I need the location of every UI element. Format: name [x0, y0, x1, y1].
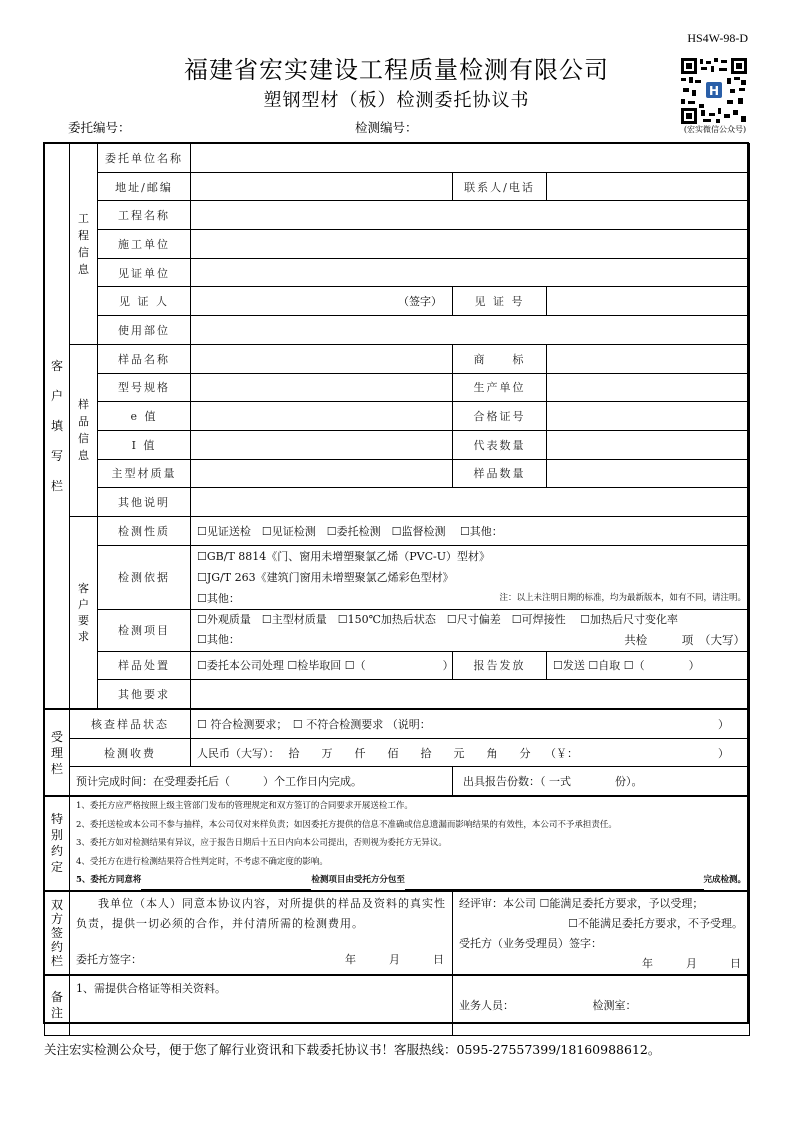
- conformity-checkboxes[interactable]: ☐ 符合检测要求； ☐ 不符合检测要求 （说明：: [197, 717, 431, 731]
- model-field[interactable]: [191, 373, 453, 402]
- test-items-label: 检测项目: [98, 609, 191, 651]
- cert-number-field[interactable]: [547, 402, 750, 431]
- client-name-field[interactable]: [191, 144, 750, 173]
- contact-field[interactable]: [547, 172, 750, 201]
- customer-fill-section-label: 客 户 填 写 栏: [45, 144, 70, 710]
- agent-sign-date: 年 月 日: [642, 956, 742, 970]
- term5-middle: 检测项目由受托方分包至: [311, 875, 405, 886]
- entrust-form-table: [44, 143, 750, 1036]
- witness-number-label: 见 证 号: [453, 287, 547, 316]
- project-name-field[interactable]: [191, 201, 750, 230]
- main-mass-label: 主型材质量: [98, 459, 191, 488]
- term-1: 1、委托方应严格按照上级主管部门发布的管理规定和双方签订的合同要求开展送检工作。: [76, 801, 413, 812]
- items-other-checkbox[interactable]: ☐其他：: [197, 633, 240, 647]
- basis-note: 注：以上未注明日期的标准，均为最新版本，如有不同，请注明。: [499, 592, 747, 603]
- term-5: [76, 871, 749, 890]
- check-sample-status-options[interactable]: [191, 709, 750, 738]
- report-delivery-options[interactable]: ☐发送 ☐自取 ☐（ ）: [547, 651, 750, 680]
- basis-other-checkbox[interactable]: ☐其他：: [197, 591, 240, 605]
- witness-unit-field[interactable]: [191, 258, 750, 287]
- test-fee-label: 检测收费: [70, 738, 191, 767]
- remarks-label: 备 注: [45, 975, 70, 1036]
- check-sample-status-label: 核查样品状态: [70, 709, 191, 738]
- special-terms-list: [70, 796, 750, 891]
- contractor-field[interactable]: [191, 230, 750, 259]
- business-staff-label[interactable]: 业务人员：: [459, 999, 514, 1013]
- term5-items-blank[interactable]: [141, 879, 311, 890]
- client-sign-date: 年 月 日: [345, 952, 444, 966]
- brand-label: 商 标: [453, 344, 547, 373]
- other-notes-field[interactable]: [191, 488, 750, 517]
- report-delivery-label: 报告发放: [453, 651, 547, 680]
- document-title: 塑钢型材（板）检测委托协议书: [263, 90, 530, 111]
- sample-name-label: 样品名称: [98, 344, 191, 373]
- test-nature-options[interactable]: ☐见证送检 ☐见证检测 ☐委托检测 ☐监督检测 ☐其他：: [191, 516, 750, 545]
- qr-code-icon: [681, 58, 747, 124]
- witness-person-label: 见 证 人: [98, 287, 191, 316]
- witness-number-field[interactable]: [547, 287, 750, 316]
- address-label: 地址/邮编: [98, 172, 191, 201]
- entrust-number-label: 委托编号：: [68, 120, 131, 135]
- test-basis-options[interactable]: [191, 545, 750, 609]
- test-basis-label: 检测依据: [98, 545, 191, 609]
- manufacturer-field[interactable]: [547, 373, 750, 402]
- agent-review: [453, 891, 750, 975]
- term-4: 4、受托方在进行检测结果符合性判定时，不考虑不确定度的影响。: [76, 856, 328, 867]
- report-copies[interactable]: 出具报告份数：（ 一式 份）。: [453, 767, 750, 796]
- address-field[interactable]: [191, 172, 453, 201]
- sample-info-label: 样 品 信 息: [70, 344, 98, 516]
- client-signature-label[interactable]: 委托方签字：: [76, 952, 142, 966]
- usage-part-field[interactable]: [191, 316, 750, 345]
- term-2: 2、委托送检或本公司不参与抽样，本公司仅对来样负责；如因委托方提供的信息不准确或信息遗漏而影响结果的有效性，本公司不予承担责任。: [76, 819, 617, 830]
- customer-requirements-label: 客 户 要 求: [70, 516, 98, 709]
- acceptance-section-label: 受 理 栏: [45, 709, 70, 796]
- items-total: 共检 项 （大写）: [624, 633, 746, 648]
- fee-amount-text: 人民币（大写）： 拾 万 仟 佰 拾 元 角 分 （￥：: [197, 746, 578, 760]
- footer-note: 关注宏实检测公众号，便于您了解行业资讯和下载委托协议书！客服热线：0595-27557399/18160988612。: [44, 1042, 661, 1057]
- project-name-label: 工程名称: [98, 201, 191, 230]
- qr-caption: (宏实微信公众号): [683, 125, 747, 134]
- other-notes-label: 其他说明: [98, 488, 191, 517]
- rep-quantity-field[interactable]: [547, 430, 750, 459]
- sample-name-field[interactable]: [191, 344, 453, 373]
- rep-quantity-label: 代表数量: [453, 430, 547, 459]
- review-reject-checkbox[interactable]: ☐不能满足委托方要求，不予受理。: [568, 916, 744, 930]
- project-info-label: 工 程 信 息: [70, 144, 98, 345]
- remarks-note: 1、需提供合格证等相关资料。: [70, 975, 453, 1036]
- model-label: 型号规格: [98, 373, 191, 402]
- review-accept-checkbox[interactable]: 经评审：本公司 ☐能满足委托方要求，予以受理；: [459, 896, 704, 910]
- special-terms-label: 特 别 约 定: [45, 796, 70, 891]
- estimated-completion[interactable]: 预计完成时间：在受理委托后（ ）个工作日内完成。: [70, 767, 453, 796]
- brand-field[interactable]: [547, 344, 750, 373]
- test-nature-label: 检测性质: [98, 516, 191, 545]
- witness-unit-label: 见证单位: [98, 258, 191, 287]
- basis-jg-263-checkbox[interactable]: ☐JG/T 263《建筑门窗用未增塑聚氯乙烯彩色型材》: [197, 570, 454, 584]
- term-3: 3、委托方如对检测结果有异议，应于报告日期后十五日内向本公司提出，否则视为委托方无异议。: [76, 838, 447, 849]
- agent-signature-label[interactable]: 受托方（业务受理员）签字：: [459, 936, 602, 950]
- document-code: HS4W-98-D: [687, 31, 748, 45]
- usage-part-label: 使用部位: [98, 316, 191, 345]
- test-items-options[interactable]: [191, 609, 750, 651]
- cert-number-label: 合格证号: [453, 402, 547, 431]
- basis-gb-8814-checkbox[interactable]: ☐GB/T 8814《门、窗用未增塑聚氯乙烯（PVC-U）型材》: [197, 549, 491, 563]
- test-fee-field[interactable]: [191, 738, 750, 767]
- signature-hint: （签字）: [398, 295, 442, 309]
- sample-quantity-field[interactable]: [547, 459, 750, 488]
- client-statement: 我单位（本人）同意本协议内容，对所提供的样品及资料的真实性负责，提供一切必须的合作，并付清所需的检测费用。: [76, 896, 446, 930]
- other-requirements-label: 其他要求: [98, 680, 191, 709]
- test-number-label: 检测编号：: [355, 120, 418, 135]
- company-name: 福建省宏实建设工程质量检测有限公司: [184, 56, 609, 84]
- witness-person-field[interactable]: [191, 287, 453, 316]
- e-value-label: e 值: [98, 402, 191, 431]
- testing-lab-label[interactable]: 检测室：: [592, 999, 637, 1013]
- e-value-field[interactable]: [191, 402, 453, 431]
- client-agreement: [70, 891, 453, 975]
- svg-text:H: H: [708, 84, 720, 98]
- contractor-label: 施工单位: [98, 230, 191, 259]
- sample-disposal-label: 样品处置: [98, 651, 191, 680]
- other-requirements-field[interactable]: [191, 680, 750, 709]
- contact-label: 联系人/电话: [453, 172, 547, 201]
- test-items-checkboxes[interactable]: ☐外观质量 ☐主型材质量 ☐150℃加热后状态 ☐尺寸偏差 ☐可焊接性 ☐加热后尺寸变化率: [197, 613, 678, 627]
- term5-prefix: 5、委托方同意将: [76, 875, 142, 886]
- staff-fields: [453, 975, 750, 1036]
- i-value-label: I 值: [98, 430, 191, 459]
- i-value-field[interactable]: [191, 430, 453, 459]
- signing-section-label: 双 方 签 约 栏: [45, 891, 70, 975]
- client-name-label: 委托单位名称: [98, 144, 191, 173]
- close-paren: ）: [718, 746, 730, 760]
- term5-subcontractor-blank[interactable]: [405, 879, 704, 890]
- close-paren: ）: [718, 717, 730, 731]
- sample-quantity-label: 样品数量: [453, 459, 547, 488]
- sample-disposal-options[interactable]: ☐委托本公司处理 ☐检毕取回 ☐（ ）: [191, 651, 453, 680]
- manufacturer-label: 生产单位: [453, 373, 547, 402]
- term5-suffix: 完成检测。: [703, 875, 747, 886]
- main-mass-field[interactable]: [191, 459, 453, 488]
